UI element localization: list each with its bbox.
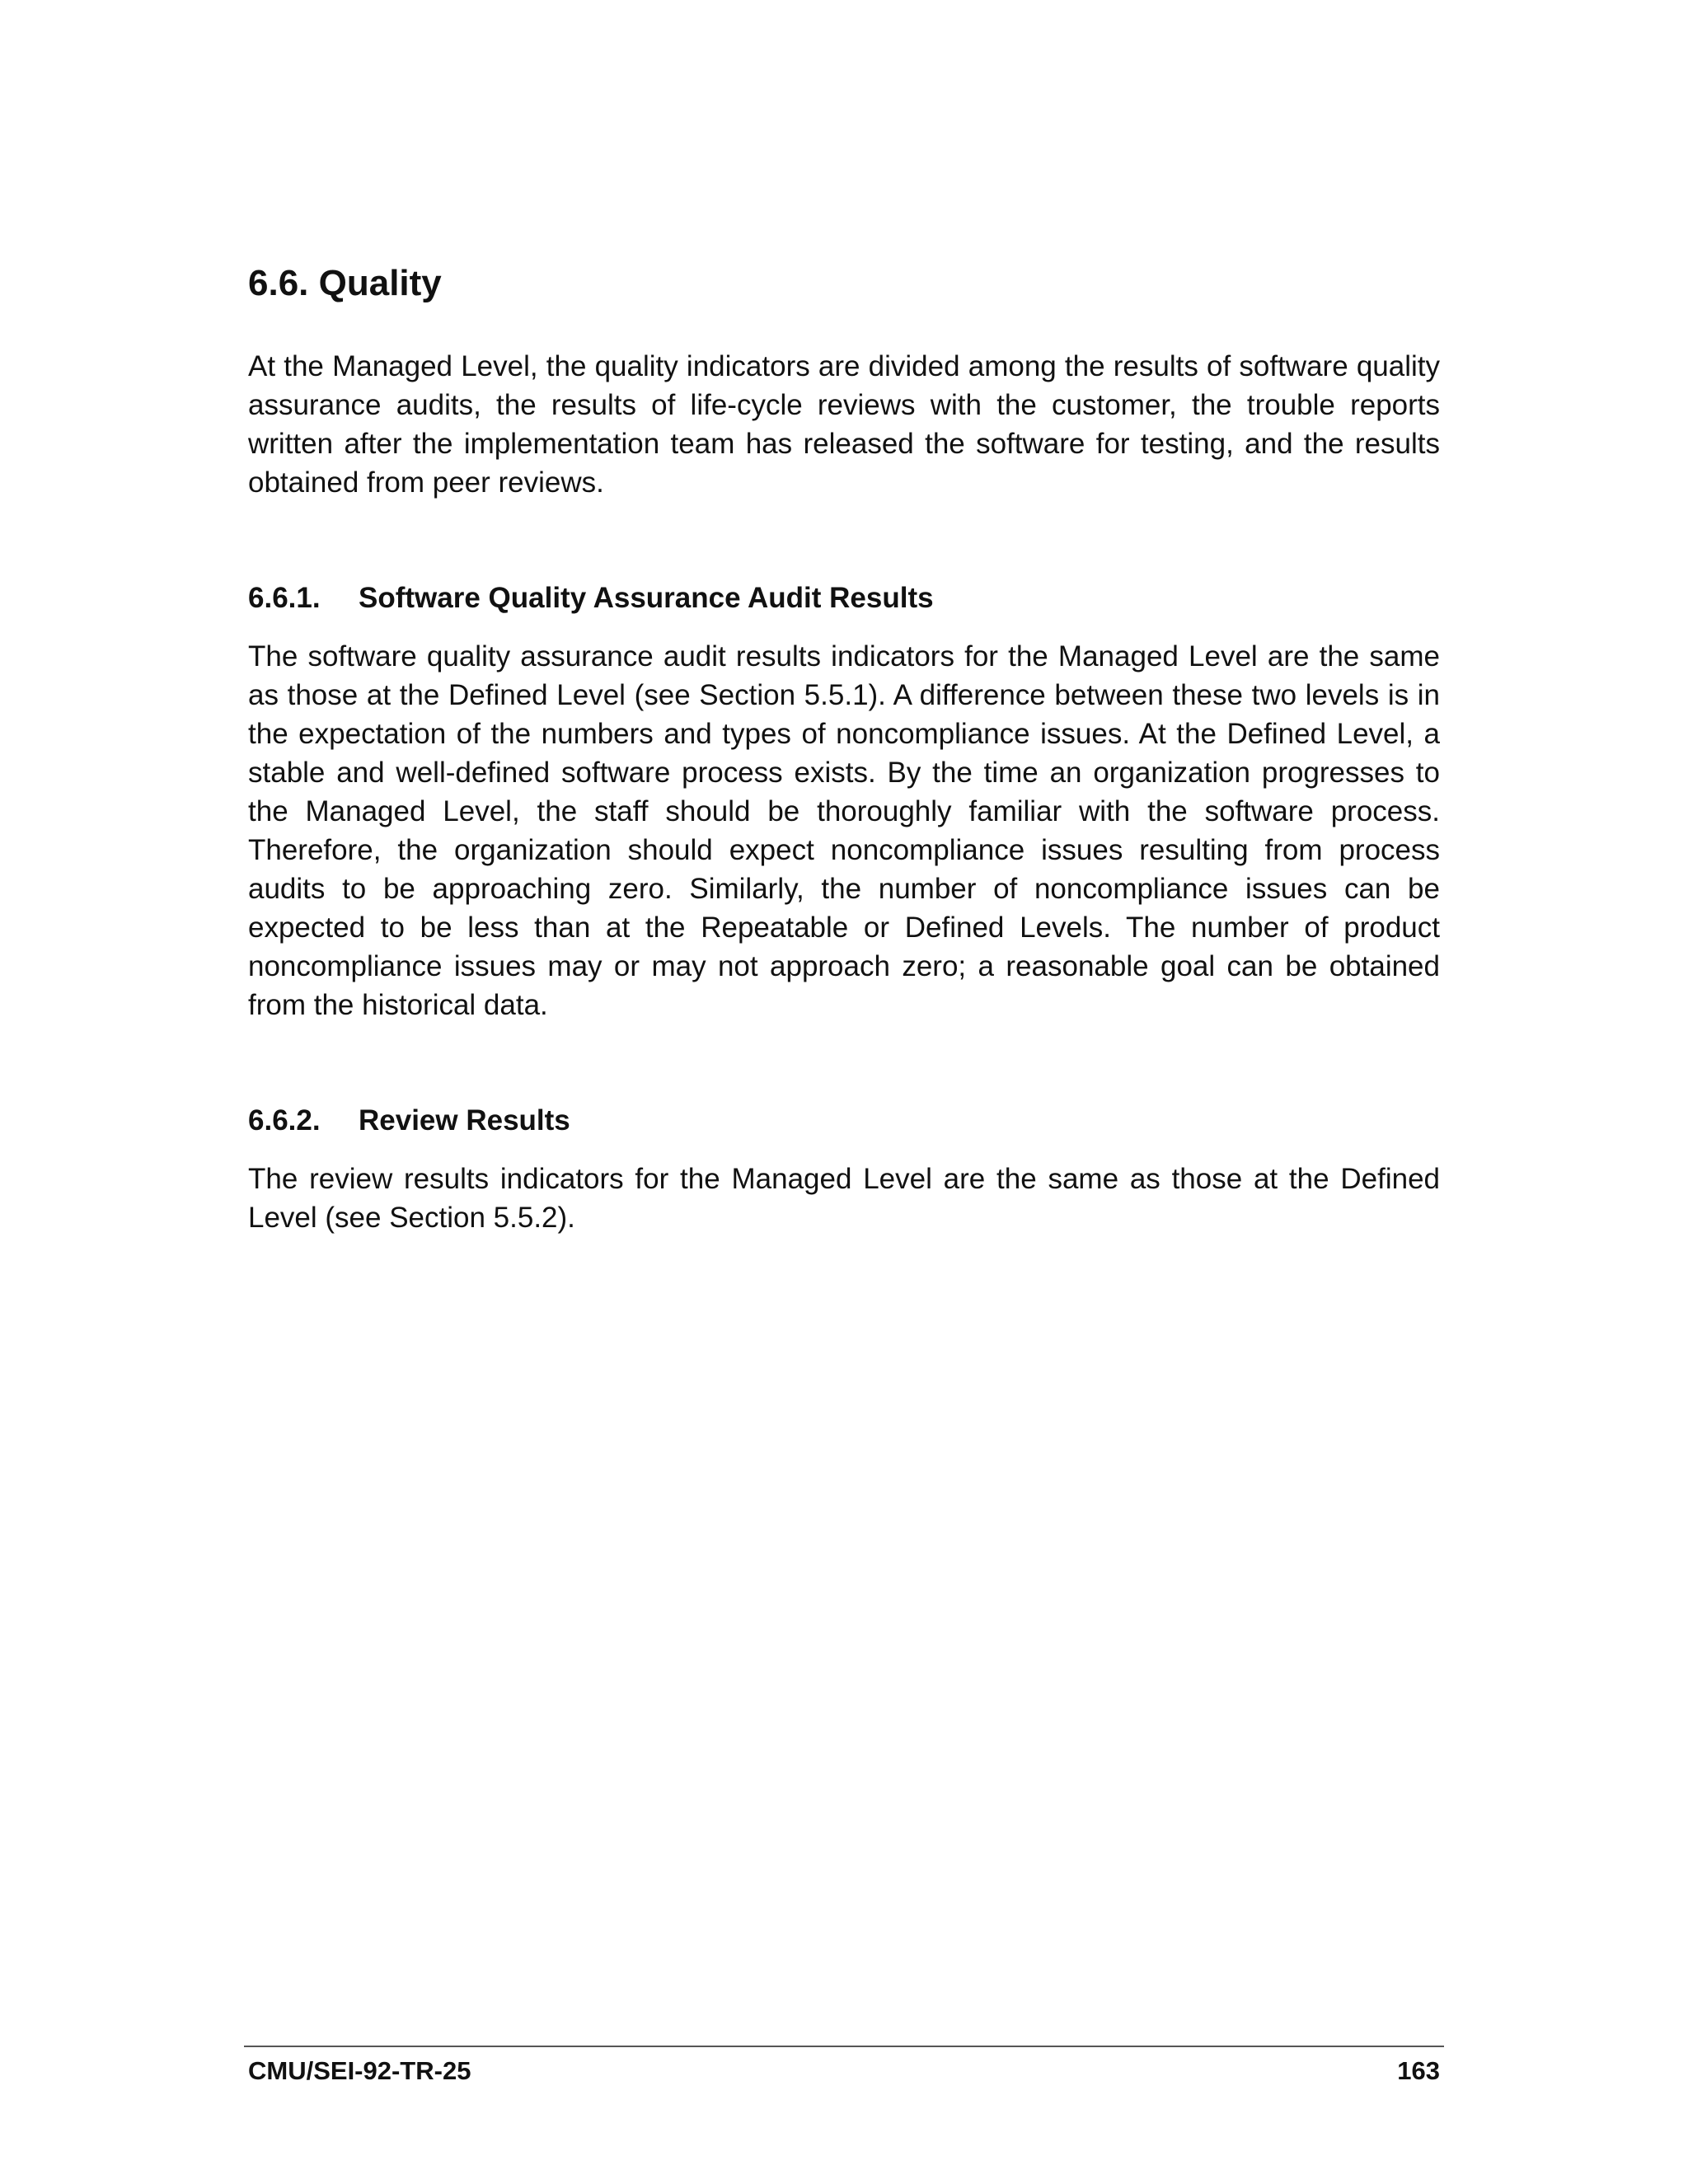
subsection-body: The software quality assurance audit results indicators for the Managed Level are the same as those at the Defined Level (see Section 5.5.1). A difference between these two levels is in the expectation of the numbers and types of noncompliance issues. At the Defined Level, a stable and well-defined software process exists. By the time an organization progresses to the Managed Level, the staff should be thoroughly familiar with the software process. Therefore, the organization should expect noncompliance issues resulting from process audits to be approaching zero. Similarly, the number of noncompliance issues can be expected to be less than at the Repeatable or Defined Levels. The number of product noncompliance issues may or may not approach zero; a reasonable goal can be obtained from the historical data. [248,640,1440,1021]
subsection-heading-6-6-1 [248,581,1440,616]
section-title: 6.6. Quality [248,263,442,303]
subsection-title: Software Quality Assurance Audit Results [359,581,934,614]
subsection-heading-6-6-2 [248,1104,1440,1138]
footer-page-number: 163 [1397,2056,1440,2085]
footer-document-id: CMU/SEI-92-TR-25 [248,2056,471,2085]
subsection-number: 6.6.2. [248,1104,321,1137]
subsection-number: 6.6.1. [248,581,321,614]
subsection-title: Review Results [359,1104,570,1137]
section-intro: At the Managed Level, the quality indicators are divided among the results of software quality assurance audits, the results of life-cycle reviews with the customer, the trouble reports written after the implementation team has released the software for testing, and the results obtained from peer reviews. [248,349,1440,499]
page-footer [248,2055,1440,2086]
subsection-body: The review results indicators for the Managed Level are the same as those at the Defined Level (see Section 5.5.2). [248,1162,1440,1234]
footer-divider [244,2046,1444,2047]
page-content [248,262,1440,1237]
